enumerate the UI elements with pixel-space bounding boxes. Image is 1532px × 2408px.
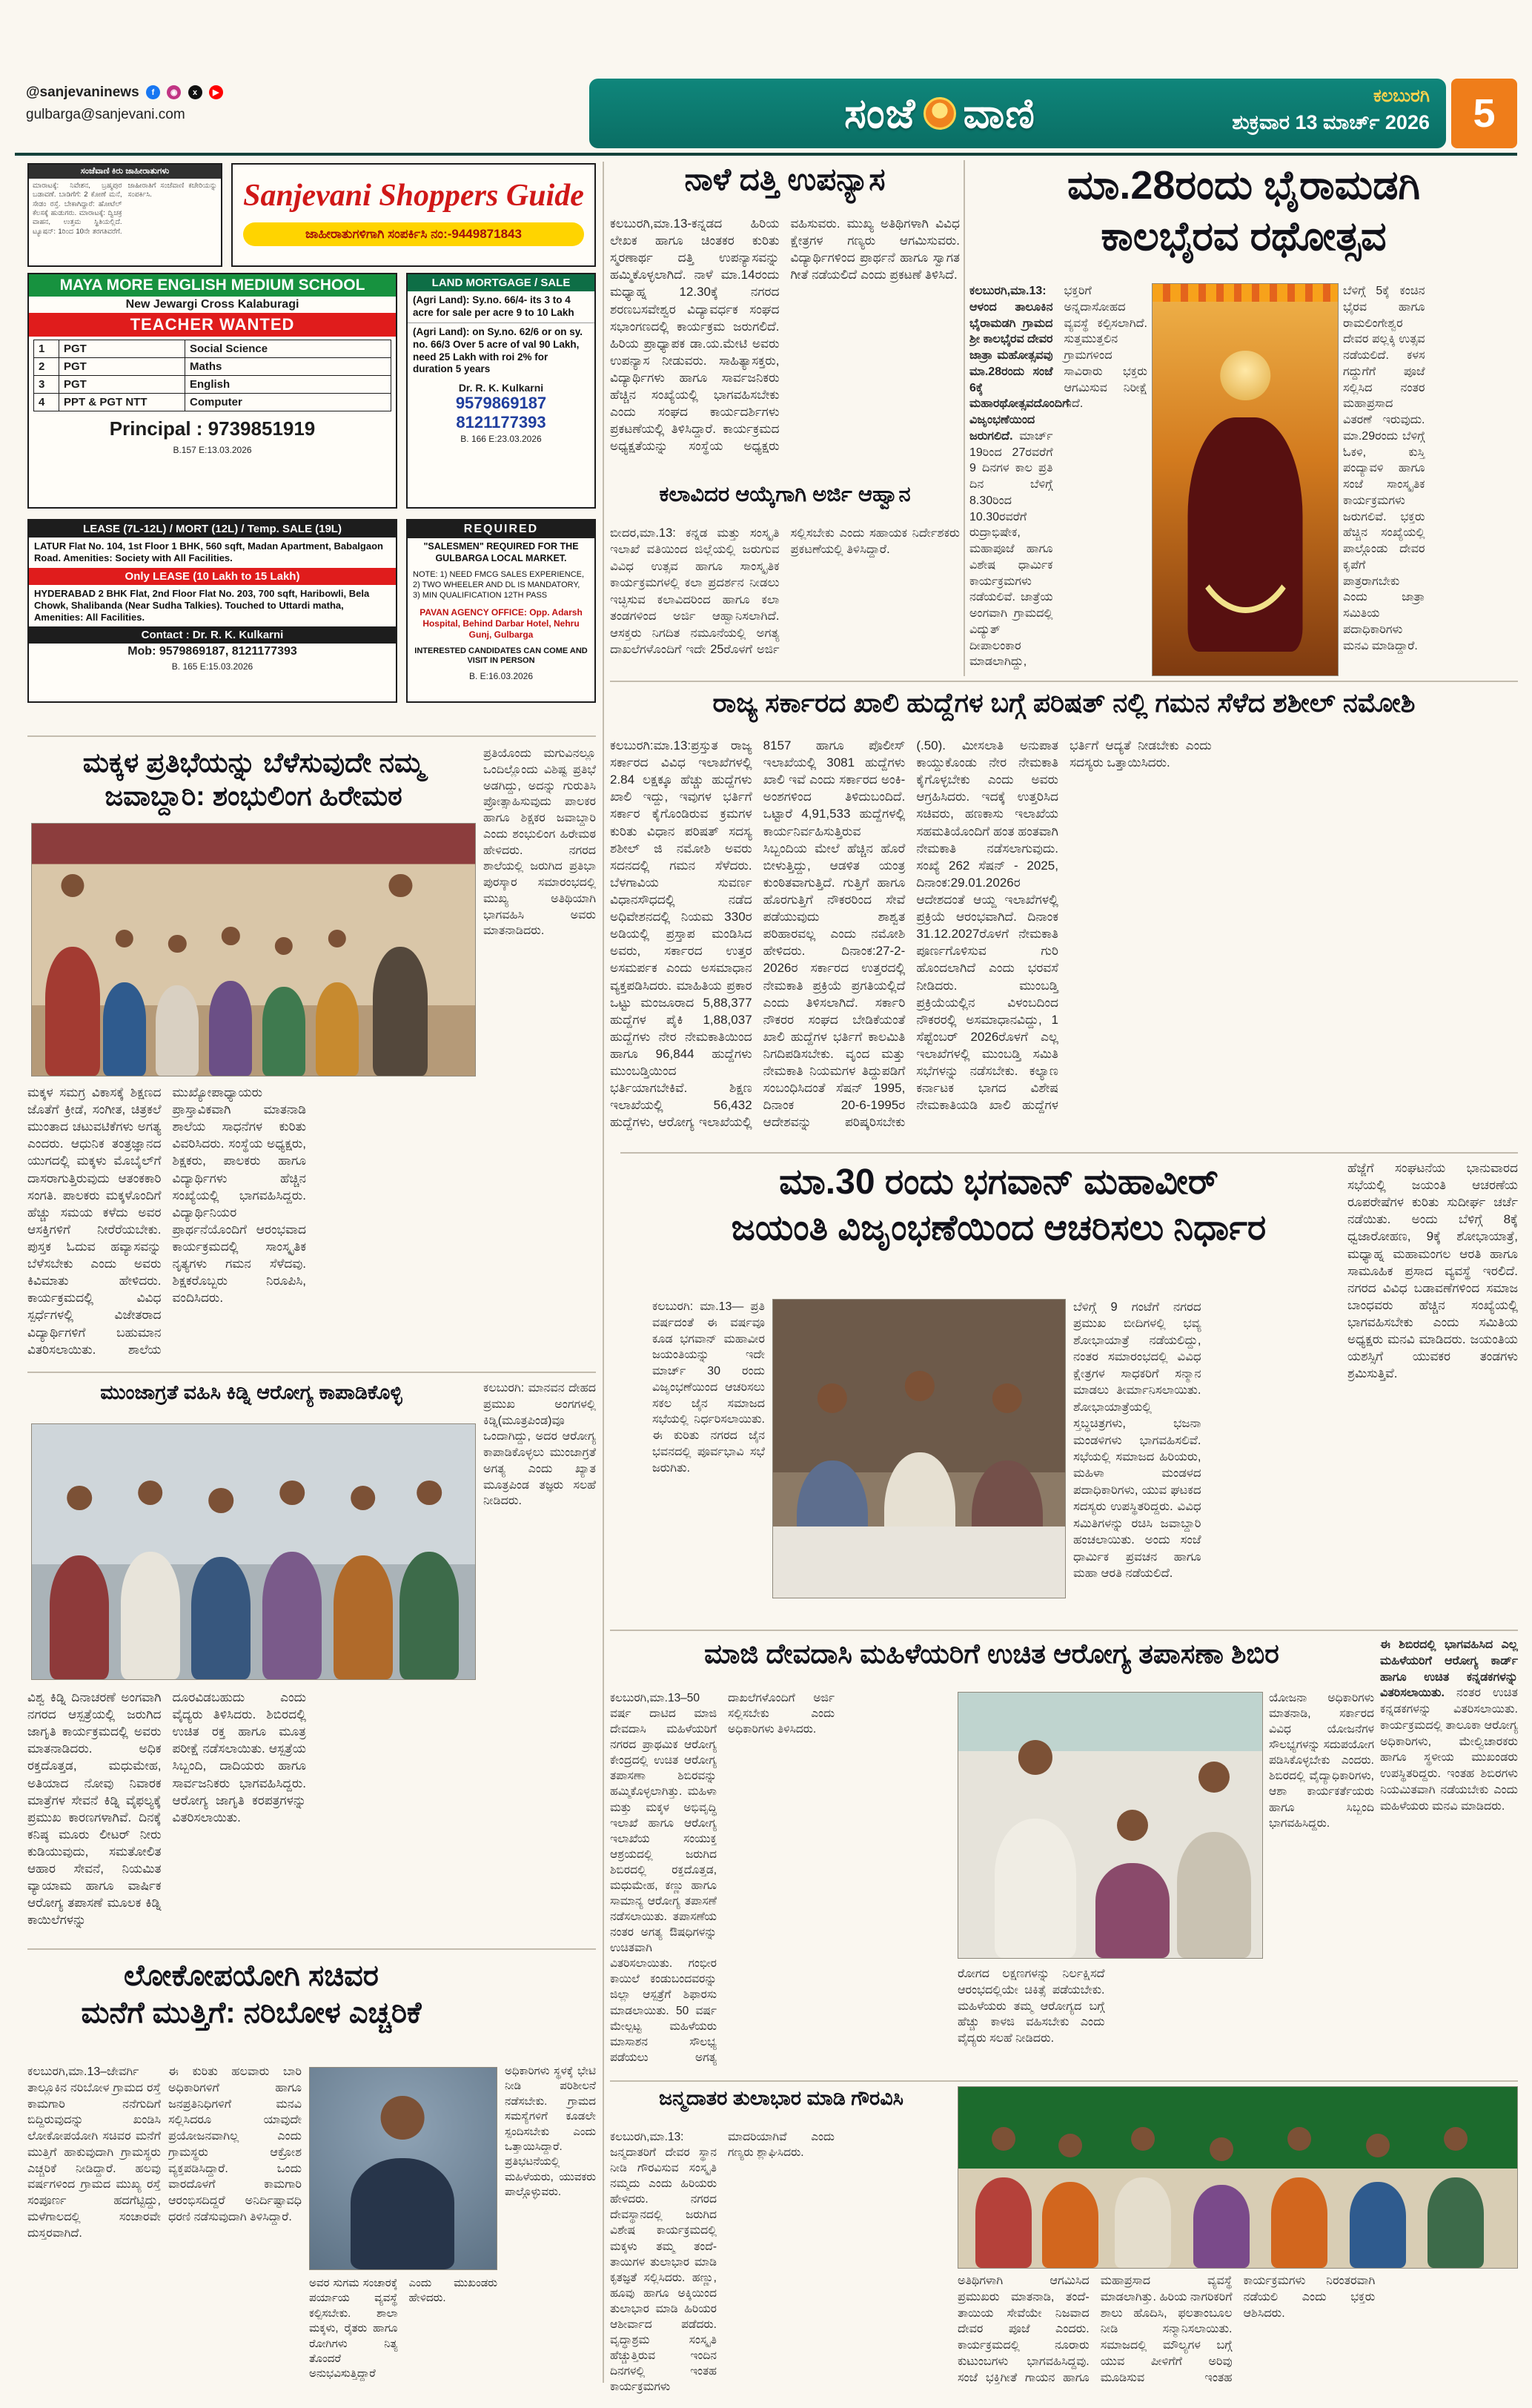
person-silhouette	[45, 874, 100, 1076]
phone-number: 9579869187	[455, 394, 547, 413]
article-side-makkala: ಪ್ರತಿಯೊಂದು ಮಗುವಿನಲ್ಲೂ ಒಂದಿಲ್ಲೊಂದು ವಿಶಿಷ್ಟ ಪ್ರತಿಭೆ ಅಡಗಿದ್ದು, ಅದನ್ನು ಗುರುತಿಸಿ ಪ್ರೋತ್ಸಾಹಿಸುವುದು ಪಾಲಕರ ಹಾಗೂ ಶಿಕ್ಷಕರ ಜವಾಬ್ದಾರಿ ಎಂದು ಶಂಭುಲಿಂಗ ಹಿರೇಮಠ ಹೇಳಿದರು. ನಗರದ ಶಾಲೆಯಲ್ಲಿ ಜರುಗಿದ ಪ್ರತಿಭಾ ಪುರಸ್ಕಾರ ಸಮಾರಂಭದಲ್ಲಿ ಮುಖ್ಯ ಅತಿಥಿಯಾಗಿ ಭಾಗವಹಿಸಿ ಅವರು ಮಾತನಾಡಿದರು.	[483, 747, 596, 938]
social-handle: @sanjevaninews	[26, 85, 139, 100]
person-silhouette	[1095, 1810, 1170, 1958]
person-silhouette	[399, 1481, 459, 1679]
required-role: "SALESMEN" REQUIRED FOR THE GULBARGA LOCAL MARKET.	[423, 541, 579, 563]
person-silhouette	[975, 2127, 1032, 2268]
edition-date: ಶುಕ್ರವಾರ 13 ಮಾರ್ಚ್ 2026	[1232, 111, 1430, 133]
lease-banner: Only LEASE (10 Lakh to 15 Lakh)	[29, 568, 396, 585]
person-silhouette	[1193, 2137, 1250, 2268]
lease-header: LEASE (7L-12L) / MORT (12L) / Temp. SALE (19L)	[29, 520, 396, 538]
required-note: NOTE: 1) NEED FMCG SALES EXPERIENCE, 2) TWO WHEELER AND DL IS MANDATORY, 3) MIN QUALIFICATION 12TH PASS	[413, 570, 585, 600]
school-name: MAYA MORE ENGLISH MEDIUM SCHOOL	[29, 274, 396, 297]
mobile-numbers: Mob: 9579869187, 8121177393	[127, 645, 297, 658]
photo-kalabhairava-deity	[1152, 283, 1339, 676]
brand-part-left: ಸಂಜೆ	[844, 89, 916, 136]
lease-ad	[27, 519, 397, 703]
shoppers-guide-contact: ಜಾಹೀರಾತುಗಳಿಗಾಗಿ ಸಂಪರ್ಕಿಸಿ ನಂ:-9449871843	[243, 222, 584, 246]
section-divider	[27, 1372, 596, 1373]
person-silhouette	[1427, 2127, 1484, 2268]
article-body-devadasi-col4: ಯೋಜನಾ ಅಧಿಕಾರಿಗಳು ಮಾತನಾಡಿ, ಸರ್ಕಾರದ ವಿವಿಧ ಯೋಜನೆಗಳ ಸೌಲಭ್ಯಗಳನ್ನು ಸದುಪಯೋಗ ಪಡಿಸಿಕೊಳ್ಳಬೇಕು ಎಂದರು. ಶಿಬಿರದಲ್ಲಿ ವೈದ್ಯಾಧಿಕಾರಿಗಳು, ಆಶಾ ಕಾರ್ಯಕರ್ತೆಯರು ಹಾಗೂ ಸಿಬ್ಬಂದಿ ಭಾಗವಹಿಸಿದ್ದರು.	[1269, 1692, 1374, 1830]
masthead-logo-icon	[923, 97, 956, 130]
headline-vacancies: ರಾಜ್ಯ ಸರ್ಕಾರದ ಖಾಲಿ ಹುದ್ದೆಗಳ ಬಗ್ಗೆ ಪರಿಷತ್ ನಲ್ಲಿ ಗಮನ ಸೆಳೆದ ಶಶೀಲ್ ನಮೋಶಿ	[712, 687, 1416, 718]
headline-kidney: ಮುಂಜಾಗ್ರತೆ ವಹಿಸಿ ಕಿಡ್ನಿ ಆರೋಗ್ಯ ಕಾಪಾಡಿಕೊಳ್ಳಿ	[100, 1381, 402, 1403]
brand-text	[589, 79, 1290, 148]
required-visit-note: INTERESTED CANDIDATES CAN COME AND VISIT IN PERSON	[414, 646, 588, 666]
person-silhouette	[191, 1488, 251, 1679]
person-silhouette	[334, 1486, 393, 1679]
section-divider	[610, 681, 1518, 682]
header-divider	[15, 153, 1517, 156]
column-divider	[964, 160, 965, 676]
article-text: ಮಾರ್ಚ್ 19ರಿಂದ 27ರವರೆಗೆ 9 ದಿನಗಳ ಕಾಲ ಪ್ರತಿ ದಿನ ಬೆಳಿಗ್ಗೆ 8.30ರಿಂದ 10.30ರವರೆಗೆ ರುದ್ರಾಭಿಷೇಕ, ಮಹಾಪೂಜೆ ಹಾಗೂ ವಿಶೇಷ ಧಾರ್ಮಿಕ ಕಾರ್ಯಕ್ರಮಗಳು ನಡೆಯಲಿವೆ. ಜಾತ್ರೆಯ ಅಂಗವಾಗಿ ಗ್ರಾಮದಲ್ಲಿ ವಿದ್ಯುತ್ ದೀಪಾಲಂಕಾರ ಮಾಡಲಾಗಿದ್ದು, ಭಕ್ತರಿಗೆ ಅನ್ನದಾಸೋಹದ ವ್ಯವಸ್ಥೆ ಕಲ್ಪಿಸಲಾಗಿದೆ. ಸುತ್ತಮುತ್ತಲಿನ ಗ್ರಾಮಗಳಿಂದ ಸಾವಿರಾರು ಭಕ್ತರು ಆಗಮಿಸುವ ನಿರೀಕ್ಷೆ ಇದೆ.	[969, 285, 1147, 669]
section-divider	[27, 1948, 596, 1950]
garland-decoration	[1181, 386, 1310, 612]
person-silhouette	[1042, 2134, 1098, 2268]
table-row: 2 PGT Maths	[34, 358, 391, 376]
person-silhouette	[50, 1486, 109, 1679]
land-mortgage-item: (Agri Land): Sy.no. 66/4- its 3 to 4 acre for sale per acre 9 to 10 Lakh	[413, 294, 574, 318]
article-body-mahaveer-mid: ಬೆಳಿಗ್ಗೆ 9 ಗಂಟೆಗೆ ನಗರದ ಪ್ರಮುಖ ಬೀದಿಗಳಲ್ಲಿ ಭವ್ಯ ಶೋಭಾಯಾತ್ರೆ ನಡೆಯಲಿದ್ದು, ನಂತರ ಸಮಾರಂಭದಲ್ಲಿ ವಿವಿಧ ಕ್ಷೇತ್ರಗಳ ಸಾಧಕರಿಗೆ ಸನ್ಮಾನ ಮಾಡಲು ತೀರ್ಮಾನಿಸಲಾಯಿತು. ಶೋಭಾಯಾತ್ರೆಯಲ್ಲಿ ಸ್ತಬ್ಧಚಿತ್ರಗಳು, ಭಜನಾ ಮಂಡಳಿಗಳು ಭಾಗವಹಿಸಲಿವೆ. ಸಭೆಯಲ್ಲಿ ಸಮಾಜದ ಹಿರಿಯರು, ಮಹಿಳಾ ಮಂಡಳದ ಪದಾಧಿಕಾರಿಗಳು, ಯುವ ಘಟಕದ ಸದಸ್ಯರು ಉಪಸ್ಥಿತರಿದ್ದರು. ವಿವಿಧ ಸಮಿತಿಗಳನ್ನು ರಚಿಸಿ ಜವಾಬ್ದಾರಿ ಹಂಚಲಾಯಿತು. ಅಂದು ಸಂಜೆ ಧಾರ್ಮಿಕ ಪ್ರವಚನ ಹಾಗೂ ಮಹಾ ಆರತಿ ನಡೆಯಲಿದೆ.	[1073, 1300, 1201, 1580]
person-silhouette	[121, 1481, 180, 1679]
person-silhouette	[1177, 1762, 1251, 1958]
principal-phone: Principal : 9739851919	[109, 417, 316, 440]
person-silhouette	[262, 1481, 322, 1679]
photo-tulabhara-ceremony	[958, 2086, 1518, 2269]
article-body-vacancies: ಕಲಬುರಗಿ:ಮಾ.13:ಪ್ರಸ್ತುತ ರಾಜ್ಯ ಸರ್ಕಾರದ ವಿವಿಧ ಇಲಾಖೆಗಳಲ್ಲಿ 2.84 ಲಕ್ಷಕ್ಕೂ ಹೆಚ್ಚು ಹುದ್ದೆಗಳು ಖಾಲಿ ಇದ್ದು, ಇವುಗಳ ಭರ್ತಿಗೆ ಸರ್ಕಾರ ಕೈಗೊಂಡಿರುವ ಕ್ರಮಗಳ ಕುರಿತು ವಿಧಾನ ಪರಿಷತ್ ಸದಸ್ಯ ಶಶೀಲ್ ಜಿ ನಮೋಶಿ ಅವರು ಸದನದಲ್ಲಿ ಗಮನ ಸೆಳೆದರು. ಬೆಳಗಾವಿಯ ಸುವರ್ಣ ವಿಧಾನಸೌಧದಲ್ಲಿ ನಡೆದ ಅಧಿವೇಶನದಲ್ಲಿ ನಿಯಮ 330ರ ಅಡಿಯಲ್ಲಿ ಪ್ರಸ್ತಾಪ ಮಂಡಿಸಿದ ಅವರು, ಸರ್ಕಾರದ ಉತ್ತರ ಅಸಮರ್ಪಕ ಎಂದು ಅಸಮಾಧಾನ ವ್ಯಕ್ತಪಡಿಸಿದರು. ಮಾಹಿತಿಯ ಪ್ರಕಾರ ಒಟ್ಟು ಮಂಜೂರಾದ 5,88,377 ಹುದ್ದೆಗಳ ಪೈಕಿ 1,88,037 ಹುದ್ದೆಗಳು ನೇರ ನೇಮಕಾತಿಯಿಂದ ಹಾಗೂ 96,844 ಹುದ್ದೆಗಳು ಮುಂಬಡ್ತಿಯಿಂದ ಭರ್ತಿಯಾಗಬೇಕಿವೆ. ಶಿಕ್ಷಣ ಇಲಾಖೆಯಲ್ಲಿ 56,432 ಹುದ್ದೆಗಳು, ಆರೋಗ್ಯ ಇಲಾಖೆಯಲ್ಲಿ 8157 ಹಾಗೂ ಪೊಲೀಸ್ ಇಲಾಖೆಯಲ್ಲಿ 3081 ಹುದ್ದೆಗಳು ಖಾಲಿ ಇವೆ ಎಂದು ಸರ್ಕಾರದ ಅಂಕಿ-ಅಂಶಗಳಿಂದ ತಿಳಿದುಬಂದಿದೆ. ಒಟ್ಟಾರೆ 4,91,533 ಹುದ್ದೆಗಳಲ್ಲಿ ಕಾರ್ಯನಿರ್ವಹಿಸುತ್ತಿರುವ ಸಿಬ್ಬಂದಿಯ ಮೇಲೆ ಹೆಚ್ಚಿನ ಹೊರೆ ಬೀಳುತ್ತಿದ್ದು, ಆಡಳಿತ ಯಂತ್ರ ಕುಂಠಿತವಾಗುತ್ತಿದೆ. ಗುತ್ತಿಗೆ ಹಾಗೂ ಹೊರಗುತ್ತಿಗೆ ನೌಕರರಿಂದ ಸೇವೆ ಪಡೆಯುವುದು ಶಾಶ್ವತ ಪರಿಹಾರವಲ್ಲ ಎಂದು ನಮೋಶಿ ಹೇಳಿದರು. ದಿನಾಂಕ:27-2-2026ರ ಸರ್ಕಾರದ ಉತ್ತರದಲ್ಲಿ ನೇಮಕಾತಿ ಪ್ರಕ್ರಿಯೆ ಪ್ರಗತಿಯಲ್ಲಿದೆ ಎಂದು ತಿಳಿಸಲಾಗಿದೆ. ಸರ್ಕಾರಿ ನೌಕರರ ಸಂಘದ ಬೇಡಿಕೆಯಂತೆ ಖಾಲಿ ಹುದ್ದೆಗಳ ಭರ್ತಿಗೆ ಕಾಲಮಿತಿ ನಿಗದಿಪಡಿಸಬೇಕು. ವೃಂದ ಮತ್ತು ನೇಮಕಾತಿ ನಿಯಮಗಳ ತಿದ್ದುಪಡಿಗೆ ಸಂಬಂಧಿಸಿದಂತೆ ಸೆಷನ್ 1995, ದಿನಾಂಕ 20-6-1995ರ ಆದೇಶವನ್ನು ಪರಿಷ್ಕರಿಸಬೇಕು (.50). ಮೀಸಲಾತಿ ಅನುಪಾತ ಕಾಯ್ದುಕೊಂಡು ನೇರ ನೇಮಕಾತಿ ಕೈಗೊಳ್ಳಬೇಕು ಎಂದು ಅವರು ಆಗ್ರಹಿಸಿದರು. ಇದಕ್ಕೆ ಉತ್ತರಿಸಿದ ಸಚಿವರು, ಹಣಕಾಸು ಇಲಾಖೆಯ ಸಹಮತಿಯೊಂದಿಗೆ ಹಂತ ಹಂತವಾಗಿ ನೇಮಕಾತಿ ನಡೆಸಲಾಗುವುದು. ಸಂಖ್ಯೆ 262 ಸೆಷನ್ - 2025, ದಿನಾಂಕ:29.01.2026ರ ಆದೇಶದಂತೆ ಆಯ್ದ ಇಲಾಖೆಗಳಲ್ಲಿ ಪ್ರಕ್ರಿಯೆ ಆರಂಭವಾಗಿದೆ. ದಿನಾಂಕ 31.12.2027ರೊಳಗೆ ನೇಮಕಾತಿ ಪೂರ್ಣಗೊಳಿಸುವ ಗುರಿ ಹೊಂದಲಾಗಿದೆ ಎಂದು ಭರವಸೆ ನೀಡಿದರು. ಮುಂಬಡ್ತಿ ಪ್ರಕ್ರಿಯೆಯಲ್ಲಿನ ವಿಳಂಬದಿಂದ ನೌಕರರಲ್ಲಿ ಅಸಮಾಧಾನವಿದ್ದು, 1 ಸೆಪ್ಟೆಂಬರ್ 2026ರೊಳಗೆ ಎಲ್ಲ ಇಲಾಖೆಗಳಲ್ಲಿ ಮುಂಬಡ್ತಿ ಸಮಿತಿ ಸಭೆಗಳನ್ನು ನಡೆಸಬೇಕು. ಕಲ್ಯಾಣ ಕರ್ನಾಟಕ ಭಾಗದ ವಿಶೇಷ ನೇಮಕಾತಿಯಡಿ ಖಾಲಿ ಹುದ್ದೆಗಳ ಭರ್ತಿಗೆ ಆದ್ಯತೆ ನೀಡಬೇಕು ಎಂದು ಸದಸ್ಯರು ಒತ್ತಾಯಿಸಿದರು.	[610, 738, 1212, 1130]
twitter-icon: x	[188, 85, 202, 99]
article-body-kalavidaru: ಬೀದರ,ಮಾ.13: ಕನ್ನಡ ಮತ್ತು ಸಂಸ್ಕೃತಿ ಇಲಾಖೆ ವತಿಯಿಂದ ಜಿಲ್ಲೆಯಲ್ಲಿ ಜರುಗುವ ವಿವಿಧ ಉತ್ಸವ ಹಾಗೂ ಸಾಂಸ್ಕೃತಿಕ ಕಾರ್ಯಕ್ರಮಗಳಲ್ಲಿ ಕಲಾ ಪ್ರದರ್ಶನ ನೀಡಲು ಇಚ್ಛಿಸುವ ಕಲಾವಿದರಿಂದ ಹಾಗೂ ಕಲಾ ತಂಡಗಳಿಂದ ಅರ್ಜಿ ಆಹ್ವಾನಿಸಲಾಗಿದೆ. ಆಸಕ್ತರು ನಿಗದಿತ ನಮೂನೆಯಲ್ಲಿ ಅಗತ್ಯ ದಾಖಲೆಗಳೊಂದಿಗೆ ಇದೇ 25ರೊಳಗೆ ಅರ್ಜಿ ಸಲ್ಲಿಸಬೇಕು ಎಂದು ಸಹಾಯಕ ನಿರ್ದೇಶಕರು ಪ್ರಕಟಣೆಯಲ್ಲಿ ತಿಳಿಸಿದ್ದಾರೆ.	[610, 526, 960, 657]
headline-makkala	[30, 746, 477, 813]
article-body-datti: ಕಲಬುರಗಿ,ಮಾ.13-ಕನ್ನಡದ ಹಿರಿಯ ಲೇಖಕ ಹಾಗೂ ಚಿಂತಕರ ಕುರಿತು ಸ್ಮರಣಾರ್ಥ ದತ್ತಿ ಉಪನ್ಯಾಸವನ್ನು ಹಮ್ಮಿಕೊಳ್ಳಲಾಗಿದೆ. ನಾಳೆ ಮಾ.14ರಂದು ಮಧ್ಯಾಹ್ನ 12.30ಕ್ಕೆ ನಗರದ ಶರಣಬಸವೇಶ್ವರ ವಿದ್ಯಾವರ್ಧಕ ಸಂಘದ ಸಭಾಂಗಣದಲ್ಲಿ ಕಾರ್ಯಕ್ರಮ ಜರುಗಲಿದೆ. ಹಿರಿಯ ಪ್ರಾಧ್ಯಾಪಕ ಡಾ.ಯ.ಮೇಟಿ ಅವರು ಉಪನ್ಯಾಸ ನೀಡುವರು. ಸಾಹಿತ್ಯಾಸಕ್ತರು, ವಿದ್ಯಾರ್ಥಿಗಳು ಹಾಗೂ ಸಾರ್ವಜನಿಕರು ಹೆಚ್ಚಿನ ಸಂಖ್ಯೆಯಲ್ಲಿ ಭಾಗವಹಿಸಬೇಕು ಎಂದು ಸಂಘದ ಕಾರ್ಯದರ್ಶಿಗಳು ಪ್ರಕಟಣೆಯಲ್ಲಿ ತಿಳಿಸಿದ್ದಾರೆ. ಕಾರ್ಯಕ್ರಮದ ಅಧ್ಯಕ್ಷತೆಯನ್ನು ಸಂಸ್ಥೆಯ ಅಧ್ಯಕ್ಷರು ವಹಿಸುವರು. ಮುಖ್ಯ ಅತಿಥಿಗಳಾಗಿ ವಿವಿಧ ಕ್ಷೇತ್ರಗಳ ಗಣ್ಯರು ಆಗಮಿಸುವರು. ವಿದ್ಯಾರ್ಥಿಗಳಿಂದ ಪ್ರಾರ್ಥನೆ ಹಾಗೂ ಸ್ವಾಗತ ಗೀತೆ ನಡೆಯಲಿದೆ ಎಂದು ಪ್ರಕಟಣೆ ತಿಳಿಸಿದೆ.	[610, 216, 960, 454]
headline-line: ಮನೆಗೆ ಮುತ್ತಿಗೆ: ನರಿಬೋಳ ಎಚ್ಚರಿಕೆ	[81, 1997, 422, 2029]
headline-line: ಮಾ.30 ರಂದು ಭಗವಾನ್ ಮಹಾವೀರ್	[779, 1162, 1218, 1202]
ad-reference: B. E:16.03.2026	[468, 671, 534, 681]
headline-tulabhara: ಜನ್ಮದಾತರ ತುಲಾಭಾರ ಮಾಡಿ ಗೌರವಿಸಿ	[659, 2087, 903, 2109]
article-body-tulabhara-below: ಅತಿಥಿಗಳಾಗಿ ಆಗಮಿಸಿದ ಪ್ರಮುಖರು ಮಾತನಾಡಿ, ತಂದೆ-ತಾಯಿಯ ಸೇವೆಯೇ ನಿಜವಾದ ದೇವರ ಪೂಜೆ ಎಂದರು. ಕಾರ್ಯಕ್ರಮದಲ್ಲಿ ನೂರಾರು ಕುಟುಂಬಗಳು ಭಾಗವಹಿಸಿದ್ದವು. ಸಂಜೆ ಭಕ್ತಿಗೀತೆ ಗಾಯನ ಹಾಗೂ ಮಹಾಪ್ರಸಾದ ವ್ಯವಸ್ಥೆ ಮಾಡಲಾಗಿತ್ತು. ಹಿರಿಯ ನಾಗರಿಕರಿಗೆ ಶಾಲು ಹೊದಿಸಿ, ಫಲತಾಂಬೂಲ ನೀಡಿ ಸನ್ಮಾನಿಸಲಾಯಿತು. ಸಮಾಜದಲ್ಲಿ ಮೌಲ್ಯಗಳ ಬಗ್ಗೆ ಯುವ ಪೀಳಿಗೆಗೆ ಅರಿವು ಮೂಡಿಸುವ ಇಂತಹ ಕಾರ್ಯಕ್ರಮಗಳು ನಿರಂತರವಾಗಿ ನಡೆಯಲಿ ಎಂದು ಭಕ್ತರು ಆಶಿಸಿದರು.	[958, 2275, 1376, 2384]
youtube-icon: ▶	[209, 85, 223, 99]
email-address: gulbarga@sanjevani.com	[26, 107, 185, 122]
article-body-makkala: ಮಕ್ಕಳ ಸಮಗ್ರ ವಿಕಾಸಕ್ಕೆ ಶಿಕ್ಷಣದ ಜೊತೆಗೆ ಕ್ರೀಡೆ, ಸಂಗೀತ, ಚಿತ್ರಕಲೆ ಮುಂತಾದ ಚಟುವಟಿಕೆಗಳು ಅಗತ್ಯ ಎಂದರು. ಆಧುನಿಕ ತಂತ್ರಜ್ಞಾನದ ಯುಗದಲ್ಲಿ ಮಕ್ಕಳು ಮೊಬೈಲ್‌ಗೆ ದಾಸರಾಗುತ್ತಿರುವುದು ಆತಂಕಕಾರಿ ಸಂಗತಿ. ಪಾಲಕರು ಮಕ್ಕಳೊಂದಿಗೆ ಹೆಚ್ಚು ಸಮಯ ಕಳೆದು ಅವರ ಆಸಕ್ತಿಗಳಿಗೆ ನೀರೆರೆಯಬೇಕು. ಪುಸ್ತಕ ಓದುವ ಹವ್ಯಾಸವನ್ನು ಬೆಳೆಸಬೇಕು ಎಂದು ಅವರು ಕಿವಿಮಾತು ಹೇಳಿದರು. ಕಾರ್ಯಕ್ರಮದಲ್ಲಿ ವಿವಿಧ ಸ್ಪರ್ಧೆಗಳಲ್ಲಿ ವಿಜೇತರಾದ ವಿದ್ಯಾರ್ಥಿಗಳಿಗೆ ಬಹುಮಾನ ವಿತರಿಸಲಾಯಿತು. ಶಾಲೆಯ ಮುಖ್ಯೋಪಾಧ್ಯಾಯರು ಪ್ರಾಸ್ತಾವಿಕವಾಗಿ ಮಾತನಾಡಿ ಶಾಲೆಯ ಸಾಧನೆಗಳ ಕುರಿತು ವಿವರಿಸಿದರು. ಸಂಸ್ಥೆಯ ಅಧ್ಯಕ್ಷರು, ಶಿಕ್ಷಕರು, ಪಾಲಕರು ಹಾಗೂ ವಿದ್ಯಾರ್ಥಿಗಳು ಹೆಚ್ಚಿನ ಸಂಖ್ಯೆಯಲ್ಲಿ ಭಾಗವಹಿಸಿದ್ದರು. ವಿದ್ಯಾರ್ಥಿನಿಯರ ಪ್ರಾರ್ಥನೆಯೊಂದಿಗೆ ಆರಂಭವಾದ ಕಾರ್ಯಕ್ರಮದಲ್ಲಿ ಸಾಂಸ್ಕೃತಿಕ ನೃತ್ಯಗಳು ಗಮನ ಸೆಳೆದವು. ಶಿಕ್ಷಕರೊಬ್ಬರು ನಿರೂಪಿಸಿ, ವಂದಿಸಿದರು.	[27, 1085, 306, 1357]
person-silhouette	[209, 927, 252, 1076]
article-body-devadasi-below: ರೋಗದ ಲಕ್ಷಣಗಳನ್ನು ನಿರ್ಲಕ್ಷಿಸದೆ ಆರಂಭದಲ್ಲಿಯೇ ಚಿಕಿತ್ಸೆ ಪಡೆಯಬೇಕು. ಮಹಿಳೆಯರು ತಮ್ಮ ಆರೋಗ್ಯದ ಬಗ್ಗೆ ಹೆಚ್ಚು ಕಾಳಜಿ ವಹಿಸಬೇಕು ಎಂದು ವೈದ್ಯರು ಸಲಹೆ ನೀಡಿದರು.	[958, 1968, 1105, 2045]
article-body-rathotsava-left	[969, 283, 1147, 676]
teacher-wanted-table	[33, 340, 391, 411]
phone-number: 8121177393	[456, 413, 546, 432]
headline-line: ಮಾ.28ರಂದು ಭೈರಾಮಡಗಿ	[1067, 163, 1421, 208]
headline-rathotsava	[969, 160, 1518, 262]
classified-mini-header: ಸಂಜೆವಾಣಿ ಕಿರು ಜಾಹೀರಾತುಗಳು	[29, 165, 221, 179]
masthead	[589, 79, 1446, 148]
required-header: REQUIRED	[408, 520, 594, 538]
photo-kidney-awareness-group	[31, 1423, 476, 1680]
person-silhouette	[995, 1740, 1076, 1958]
headline-devadasi: ಮಾಜಿ ದೇವದಾಸಿ ಮಹಿಳೆಯರಿಗೆ ಉಚಿತ ಆರೋಗ್ಯ ತಪಾಸಣಾ ಶಿಬಿರ	[704, 1638, 1279, 1669]
headline-line: ಕಾಲಭೈರವ ರಥೋತ್ಸವ	[1101, 214, 1387, 259]
photo-school-children	[31, 823, 476, 1076]
photo-jain-committee-meeting	[772, 1299, 1066, 1598]
article-text: ನಂತರ ಉಚಿತ ಕನ್ನಡಕಗಳನ್ನು ವಿತರಿಸಲಾಯಿತು. ಕಾರ್ಯಕ್ರಮದಲ್ಲಿ ತಾಲೂಕಾ ಆರೋಗ್ಯ ಅಧಿಕಾರಿಗಳು, ಮೇಲ್ವಿಚಾರಕರು ಹಾಗೂ ಸ್ಥಳೀಯ ಮುಖಂಡರು ಉಪಸ್ಥಿತರಿದ್ದರು. ಇಂತಹ ಶಿಬಿರಗಳು ನಿಯಮಿತವಾಗಿ ನಡೆಯಬೇಕು ಎಂದು ಮಹಿಳೆಯರು ಮನವಿ ಮಾಡಿದರು.	[1380, 1687, 1518, 1813]
classified-mini-box	[27, 163, 222, 267]
salesmen-required-ad	[406, 519, 596, 703]
photo-protest-leader-portrait	[309, 2067, 497, 2270]
article-body-devadasi-left: ಕಲಬುರಗಿ,ಮಾ.13–50 ವರ್ಷ ದಾಟಿದ ಮಾಜಿ ದೇವದಾಸಿ ಮಹಿಳೆಯರಿಗೆ ನಗರದ ಪ್ರಾಥಮಿಕ ಆರೋಗ್ಯ ಕೇಂದ್ರದಲ್ಲಿ ಉಚಿತ ಆರೋಗ್ಯ ತಪಾಸಣಾ ಶಿಬಿರವನ್ನು ಹಮ್ಮಿಕೊಳ್ಳಲಾಗಿತ್ತು. ಮಹಿಳಾ ಮತ್ತು ಮಕ್ಕಳ ಅಭಿವೃದ್ಧಿ ಇಲಾಖೆ ಹಾಗೂ ಆರೋಗ್ಯ ಇಲಾಖೆಯ ಸಂಯುಕ್ತ ಆಶ್ರಯದಲ್ಲಿ ಜರುಗಿದ ಶಿಬಿರದಲ್ಲಿ ರಕ್ತದೊತ್ತಡ, ಮಧುಮೇಹ, ಕಣ್ಣು ಹಾಗೂ ಸಾಮಾನ್ಯ ಆರೋಗ್ಯ ತಪಾಸಣೆ ನಡೆಸಲಾಯಿತು. ತಪಾಸಣೆಯ ನಂತರ ಅಗತ್ಯ ಔಷಧಿಗಳನ್ನು ಉಚಿತವಾಗಿ ವಿತರಿಸಲಾಯಿತು. ಗಂಭೀರ ಕಾಯಿಲೆ ಕಂಡುಬಂದವರನ್ನು ಜಿಲ್ಲಾ ಆಸ್ಪತ್ರೆಗೆ ಶಿಫಾರಸು ಮಾಡಲಾಯಿತು. 50 ವರ್ಷ ಮೇಲ್ಪಟ್ಟ ಮಹಿಳೆಯರು ಮಾಸಾಶನ ಸೌಲಭ್ಯ ಪಡೆಯಲು ಅಗತ್ಯ ದಾಖಲೆಗಳೊಂದಿಗೆ ಅರ್ಜಿ ಸಲ್ಲಿಸಬೇಕು ಎಂದು ಅಧಿಕಾರಿಗಳು ತಿಳಿಸಿದರು.	[610, 1692, 835, 2064]
headline-line: ಜವಾಬ್ದಾರಿ: ಶಂಭುಲಿಂಗ ಹಿರೇಮಠ	[105, 781, 402, 812]
person-silhouette	[1350, 2134, 1406, 2268]
land-mortgage-ad	[406, 273, 596, 509]
page-number-badge: 5	[1451, 79, 1517, 148]
brand-part-right: ವಾಣಿ	[963, 89, 1035, 136]
lease-contact: Contact : Dr. R. K. Kulkarni	[29, 626, 396, 644]
article-body-tulabhara: ಕಲಬುರಗಿ,ಮಾ.13: ಜನ್ಮದಾತರಿಗೆ ದೇವರ ಸ್ಥಾನ ನೀಡಿ ಗೌರವಿಸುವ ಸಂಸ್ಕೃತಿ ನಮ್ಮದು ಎಂದು ಹಿರಿಯರು ಹೇಳಿದರು. ನಗರದ ದೇವಸ್ಥಾನದಲ್ಲಿ ಜರುಗಿದ ವಿಶೇಷ ಕಾರ್ಯಕ್ರಮದಲ್ಲಿ ಮಕ್ಕಳು ತಮ್ಮ ತಂದೆ-ತಾಯಿಗಳ ತುಲಾಭಾರ ಮಾಡಿ ಕೃತಜ್ಞತೆ ಸಲ್ಲಿಸಿದರು. ಹಣ್ಣು, ಹೂವು ಹಾಗೂ ಅಕ್ಕಿಯಿಂದ ತುಲಾಭಾರ ಮಾಡಿ ಹಿರಿಯರ ಆಶೀರ್ವಾದ ಪಡೆದರು. ವೃದ್ಧಾಶ್ರಮ ಸಂಸ್ಕೃತಿ ಹೆಚ್ಚುತ್ತಿರುವ ಇಂದಿನ ದಿನಗಳಲ್ಲಿ ಇಂತಹ ಕಾರ್ಯಕ್ರಮಗಳು ಮಾದರಿಯಾಗಿವೆ ಎಂದು ಗಣ್ಯರು ಶ್ಲಾಘಿಸಿದರು.	[610, 2131, 835, 2394]
land-mortgage-header: LAND MORTGAGE / SALE	[408, 274, 594, 291]
person-silhouette	[351, 2096, 454, 2269]
ad-reference: B.157 E:13.03.2026	[173, 445, 252, 455]
article-body-kidney: ವಿಶ್ವ ಕಿಡ್ನಿ ದಿನಾಚರಣೆ ಅಂಗವಾಗಿ ನಗರದ ಆಸ್ಪತ್ರೆಯಲ್ಲಿ ಜರುಗಿದ ಜಾಗೃತಿ ಕಾರ್ಯಕ್ರಮದಲ್ಲಿ ಅವರು ಮಾತನಾಡಿದರು. ಅಧಿಕ ರಕ್ತದೊತ್ತಡ, ಮಧುಮೇಹ, ಅತಿಯಾದ ನೋವು ನಿವಾರಕ ಮಾತ್ರೆಗಳ ಸೇವನೆ ಕಿಡ್ನಿ ವೈಫಲ್ಯಕ್ಕೆ ಪ್ರಮುಖ ಕಾರಣಗಳಾಗಿವೆ. ದಿನಕ್ಕೆ ಕನಿಷ್ಠ ಮೂರು ಲೀಟರ್ ನೀರು ಕುಡಿಯುವುದು, ಸಮತೋಲಿತ ಆಹಾರ ಸೇವನೆ, ನಿಯಮಿತ ವ್ಯಾಯಾಮ ಹಾಗೂ ವಾರ್ಷಿಕ ಆರೋಗ್ಯ ತಪಾಸಣೆ ಮೂಲಕ ಕಿಡ್ನಿ ಕಾಯಿಲೆಗಳನ್ನು ದೂರವಿಡಬಹುದು ಎಂದು ವೈದ್ಯರು ತಿಳಿಸಿದರು. ಶಿಬಿರದಲ್ಲಿ ಉಚಿತ ರಕ್ತ ಹಾಗೂ ಮೂತ್ರ ಪರೀಕ್ಷೆ ನಡೆಸಲಾಯಿತು. ಆಸ್ಪತ್ರೆಯ ಸಿಬ್ಬಂದಿ, ದಾದಿಯರು ಹಾಗೂ ಸಾರ್ವಜನಿಕರು ಭಾಗವಹಿಸಿದ್ದರು. ಆರೋಗ್ಯ ಜಾಗೃತಿ ಕರಪತ್ರಗಳನ್ನು ವಿತರಿಸಲಾಯಿತು.	[27, 1690, 306, 1928]
social-line	[26, 85, 441, 123]
article-body-mahaveer-right: ಹೆಜ್ಜೆಗೆ ಸಂಘಟನೆಯ ಭಾನುವಾರದ ಸಭೆಯಲ್ಲಿ ಜಯಂತಿ ಆಚರಣೆಯ ರೂಪರೇಷೆಗಳ ಕುರಿತು ಸುದೀರ್ಘ ಚರ್ಚೆ ನಡೆಯಿತು. ಅಂದು ಬೆಳಿಗ್ಗೆ 8ಕ್ಕೆ ಧ್ವಜಾರೋಹಣ, 9ಕ್ಕೆ ಶೋಭಾಯಾತ್ರೆ, ಮಧ್ಯಾಹ್ನ ಮಹಾಮಂಗಲ ಆರತಿ ಹಾಗೂ ಸಾಮೂಹಿಕ ಪ್ರಸಾದ ವ್ಯವಸ್ಥೆ ಇರಲಿದೆ. ನಗರದ ವಿವಿಧ ಬಡಾವಣೆಗಳಿಂದ ಸಮಾಜ ಬಾಂಧವರು ಹೆಚ್ಚಿನ ಸಂಖ್ಯೆಯಲ್ಲಿ ಭಾಗವಹಿಸಬೇಕು ಎಂದು ಸಮಿತಿಯ ಅಧ್ಯಕ್ಷರು ಮನವಿ ಮಾಡಿದರು. ಜಯಂತಿಯ ಯಶಸ್ಸಿಗೆ ಯುವಕರ ತಂಡಗಳು ಶ್ರಮಿಸುತ್ತಿವೆ.	[1347, 1161, 1518, 1381]
headline-mahaveer	[652, 1160, 1345, 1252]
shoppers-guide-title: Sanjevani Shoppers Guide	[243, 179, 584, 213]
table-row: 3 PGT English	[34, 376, 391, 394]
article-body-minister-col4: ಅಧಿಕಾರಿಗಳು ಸ್ಥಳಕ್ಕೆ ಭೇಟಿ ನೀಡಿ ಪರಿಶೀಲನೆ ನಡೆಸಬೇಕು. ಗ್ರಾಮದ ಸಮಸ್ಯೆಗಳಿಗೆ ಕೂಡಲೇ ಸ್ಪಂದಿಸಬೇಕು ಎಂದು ಒತ್ತಾಯಿಸಿದ್ದಾರೆ. ಪ್ರತಿಭಟನೆಯಲ್ಲಿ ಮಹಿಳೆಯರು, ಯುವಕರು ಪಾಲ್ಗೊಳ್ಳುವರು.	[505, 2065, 596, 2199]
article-body-minister-col1: ಕಲಬುರಗಿ,ಮಾ.13–ಜೇವರ್ಗಿ ತಾಲ್ಲೂಕಿನ ನರಿಬೋಳ ಗ್ರಾಮದ ರಸ್ತೆ ಕಾಮಗಾರಿ ನನೆಗುದಿಗೆ ಬಿದ್ದಿರುವುದನ್ನು ಖಂಡಿಸಿ ಲೋಕೋಪಯೋಗಿ ಸಚಿವರ ಮನೆಗೆ ಮುತ್ತಿಗೆ ಹಾಕುವುದಾಗಿ ಗ್ರಾಮಸ್ಥರು ಎಚ್ಚರಿಕೆ ನೀಡಿದ್ದಾರೆ. ಹಲವು ವರ್ಷಗಳಿಂದ ಗ್ರಾಮದ ಮುಖ್ಯ ರಸ್ತೆ ಸಂಪೂರ್ಣ ಹದಗೆಟ್ಟಿದ್ದು, ಮಳೆಗಾಲದಲ್ಲಿ ಸಂಚಾರವೇ ದುಸ್ತರವಾಗಿದೆ.	[27, 2065, 161, 2240]
advertiser-name: Dr. R. K. Kulkarni	[458, 382, 544, 394]
photo-health-camp	[958, 1692, 1263, 1959]
headline-datti: ನಾಳೆ ದತ್ತಿ ಉಪನ್ಯಾಸ	[684, 162, 886, 196]
edition-block	[1232, 86, 1430, 135]
person-silhouette	[1271, 2127, 1327, 2268]
ad-reference: B. 165 E:15.03.2026	[171, 661, 253, 672]
person-silhouette	[262, 937, 305, 1076]
school-address: New Jewargi Cross Kalaburagi	[125, 298, 299, 311]
ad-reference: B. 166 E:23.03.2026	[460, 434, 542, 445]
person-silhouette	[103, 930, 146, 1076]
garland-decoration	[1153, 284, 1338, 302]
headline-line: ಜಯಂತಿ ವಿಜೃಂಭಣೆಯಿಂದ ಆಚರಿಸಲು ನಿರ್ಧಾರ	[731, 1208, 1267, 1248]
headline-line: ಲೋಕೋಪಯೋಗಿ ಸಚಿವರ	[124, 1959, 379, 1992]
table-row: 1 PGT Social Science	[34, 340, 391, 358]
headline-minister	[27, 1957, 475, 2031]
teacher-wanted-ad	[27, 273, 397, 509]
person-silhouette	[1115, 2127, 1171, 2268]
section-divider	[27, 735, 596, 737]
article-side-kidney: ಕಲಬುರಗಿ: ಮಾನವನ ದೇಹದ ಪ್ರಮುಖ ಅಂಗಗಳಲ್ಲಿ ಕಿಡ್ನಿ(ಮೂತ್ರಪಿಂಡ)ವೂ ಒಂದಾಗಿದ್ದು, ಅದರ ಆರೋಗ್ಯ ಕಾಪಾಡಿಕೊಳ್ಳಲು ಮುಂಜಾಗ್ರತೆ ಅಗತ್ಯ ಎಂದು ಖ್ಯಾತ ಮೂತ್ರಪಿಂಡ ತಜ್ಞರು ಸಲಹೆ ನೀಡಿದರು.	[483, 1382, 596, 1508]
agency-address: PAVAN AGENCY OFFICE: Opp. Adarsh Hospital, Behind Darbar Hotel, Nehru Gunj, Gulbarga	[420, 606, 583, 640]
article-lead: ಕಲಬುರಗಿ,ಮಾ.13: ಆಳಂದ ತಾಲೂಕಿನ ಭೈರಾಮಡಗಿ ಗ್ರಾಮದ ಶ್ರೀ ಕಾಲಭೈರವ ದೇವರ ಜಾತ್ರಾ ಮಹೋತ್ಸವವು ಮಾ.28ರಂದು ಸಂಜೆ 6ಕ್ಕೆ ಮಹಾರಥೋತ್ಸವದೊಂದಿಗೆ ವಿಜೃಂಭಣೆಯಿಂದ ಜರುಗಲಿದೆ.	[969, 285, 1070, 443]
article-lead: ಈ ಶಿಬಿರದಲ್ಲಿ ಭಾಗವಹಿಸಿದ ಎಲ್ಲ ಮಹಿಳೆಯರಿಗೆ ಆರೋಗ್ಯ ಕಾರ್ಡ್ ಹಾಗೂ ಉಚಿತ ಕನ್ನಡಕಗಳನ್ನು ವಿತರಿಸಲಾಯಿತು.	[1380, 1638, 1518, 1700]
headline-kalavidaru: ಕಲಾವಿದರ ಆಯ್ಕೆಗಾಗಿ ಅರ್ಜಿ ಆಹ್ವಾನ	[659, 483, 911, 506]
lease-item-hyderabad: HYDERABAD 2 BHK Flat, 2nd Floor Flat No. 203, 700 sqft, Haribowli, Bela Chowk, Shalibanda (Near Sudha Talkies). Touched to Uttardi matha, Amenities: All Facilities.	[34, 587, 370, 623]
shoppers-guide-ad	[231, 163, 596, 267]
headline-line: ಮಕ್ಕಳ ಪ್ರತಿಭೆಯನ್ನು ಬೆಳೆಸುವುದೇ ನಮ್ಮ	[82, 747, 425, 778]
column-divider	[603, 162, 604, 2383]
land-mortgage-item: (Agri Land): on Sy.no. 62/6 or on sy. no. 66/3 Over 5 acre of val 90 Lakh, need 25 Lakh with roi 2% for duration 5 years	[408, 322, 594, 380]
article-body-minister-col2: ಈ ಕುರಿತು ಹಲವಾರು ಬಾರಿ ಅಧಿಕಾರಿಗಳಿಗೆ ಹಾಗೂ ಜನಪ್ರತಿನಿಧಿಗಳಿಗೆ ಮನವಿ ಸಲ್ಲಿಸಿದರೂ ಯಾವುದೇ ಪ್ರಯೋಜನವಾಗಿಲ್ಲ ಎಂದು ಗ್ರಾಮಸ್ಥರು ಆಕ್ರೋಶ ವ್ಯಕ್ತಪಡಿಸಿದ್ದಾರೆ. ಒಂದು ವಾರದೊಳಗೆ ಕಾಮಗಾರಿ ಆರಂಭಿಸದಿದ್ದರೆ ಅನಿರ್ದಿಷ್ಟಾವಧಿ ಧರಣಿ ನಡೆಸುವುದಾಗಿ ತಿಳಿಸಿದ್ದಾರೆ.	[168, 2065, 302, 2223]
person-silhouette	[373, 874, 428, 1076]
lease-item-latur: LATUR Flat No. 104, 1st Floor 1 BHK, 560 sqft, Madan Apartment, Babalgaon Road. Amenities: Society with All Facilities.	[34, 540, 383, 564]
person-silhouette	[316, 930, 359, 1076]
article-body-minister-col3: ಅವರ ಸುಗಮ ಸಂಚಾರಕ್ಕೆ ಪರ್ಯಾಯ ವ್ಯವಸ್ಥೆ ಕಲ್ಪಿಸಬೇಕು. ಶಾಲಾ ಮಕ್ಕಳು, ರೈತರು ಹಾಗೂ ರೋಗಿಗಳು ನಿತ್ಯ ತೊಂದರೆ ಅನುಭವಿಸುತ್ತಿದ್ದಾರೆ ಎಂದು ಮುಖಂಡರು ಹೇಳಿದರು.	[309, 2277, 497, 2381]
instagram-icon: ◉	[167, 85, 181, 99]
section-divider	[620, 1152, 1518, 1154]
section-divider	[610, 2080, 1518, 2082]
teacher-wanted-banner: TEACHER WANTED	[29, 313, 396, 337]
meeting-table	[773, 1526, 1065, 1598]
article-body-devadasi-right	[1380, 1637, 1518, 2076]
facebook-icon: f	[146, 85, 160, 99]
classified-mini-lines: ಮಾರಾಟಕ್ಕೆ: ನಿವೇಶನ, ಬ್ರಹ್ಮಪುರ ಬಡಾವಣೆ. ಬಾಡಿಗೆಗೆ: 2 ಕೋಣೆ ಮನೆ, ಸೇಡಂ ರಸ್ತೆ. ಬೇಕಾಗಿದ್ದಾರೆ: ಹೋಟೆಲ್ ಕೆಲಸಕ್ಕೆ ಹುಡುಗರು. ಮಾರಾಟಕ್ಕೆ: ದ್ವಿಚಕ್ರ ವಾಹನ, ಉತ್ತಮ ಸ್ಥಿತಿಯಲ್ಲಿದೆ. ಟ್ಯೂಷನ್: 1ರಿಂದ 10ನೇ ತರಗತಿವರೆಗೆ. ಜಾಹೀರಾತಿಗೆ ಸಂಜೆವಾಣಿ ಕಚೇರಿಯನ್ನು ಸಂಪರ್ಕಿಸಿ.	[33, 182, 217, 236]
section-divider	[610, 1630, 1518, 1631]
person-silhouette	[156, 935, 199, 1076]
article-body-rathotsava-right: ಬೆಳಿಗ್ಗೆ 5ಕ್ಕೆ ಕಂಚಿನ ಭೈರವ ಹಾಗೂ ರಾಮಲಿಂಗೇಶ್ವರ ದೇವರ ಪಲ್ಲಕ್ಕಿ ಉತ್ಸವ ನಡೆಯಲಿದೆ. ಕಳಸ ಗದ್ದುಗೆಗೆ ಪೂಜೆ ಸಲ್ಲಿಸಿದ ನಂತರ ಮಹಾಪ್ರಸಾದ ವಿತರಣೆ ಇರುವುದು. ಮಾ.29ರಂದು ಬೆಳಿಗ್ಗೆ ಓಕಳಿ, ಕುಸ್ತಿ ಪಂದ್ಯಾವಳಿ ಹಾಗೂ ಸಂಜೆ ಸಾಂಸ್ಕೃತಿಕ ಕಾರ್ಯಕ್ರಮಗಳು ಜರುಗಲಿವೆ. ಭಕ್ತರು ಹೆಚ್ಚಿನ ಸಂಖ್ಯೆಯಲ್ಲಿ ಪಾಲ್ಗೊಂಡು ದೇವರ ಕೃಪೆಗೆ ಪಾತ್ರರಾಗಬೇಕು ಎಂದು ಜಾತ್ರಾ ಸಮಿತಿಯ ಪದಾಧಿಕಾರಿಗಳು ಮನವಿ ಮಾಡಿದ್ದಾರೆ.	[1343, 285, 1425, 652]
article-body-mahaveer-left: ಕಲಬುರಗಿ: ಮಾ.13— ಪ್ರತಿ ವರ್ಷದಂತೆ ಈ ವರ್ಷವೂ ಕೂಡ ಭಗವಾನ್ ಮಹಾವೀರ ಜಯಂತಿಯನ್ನು ಇದೇ ಮಾರ್ಚ್ 30 ರಂದು ವಿಜೃಂಭಣೆಯಿಂದ ಆಚರಿಸಲು ಸಕಲ ಜೈನ ಸಮಾಜದ ಸಭೆಯಲ್ಲಿ ನಿರ್ಧರಿಸಲಾಯಿತು. ಈ ಕುರಿತು ನಗರದ ಜೈನ ಭವನದಲ್ಲಿ ಪೂರ್ವಭಾವಿ ಸಭೆ ಜರುಗಿತು.	[652, 1300, 765, 1475]
table-row: 4 PPT & PGT NTT Computer	[34, 394, 391, 411]
edition-city: ಕಲಬುರಗಿ	[1373, 86, 1430, 106]
